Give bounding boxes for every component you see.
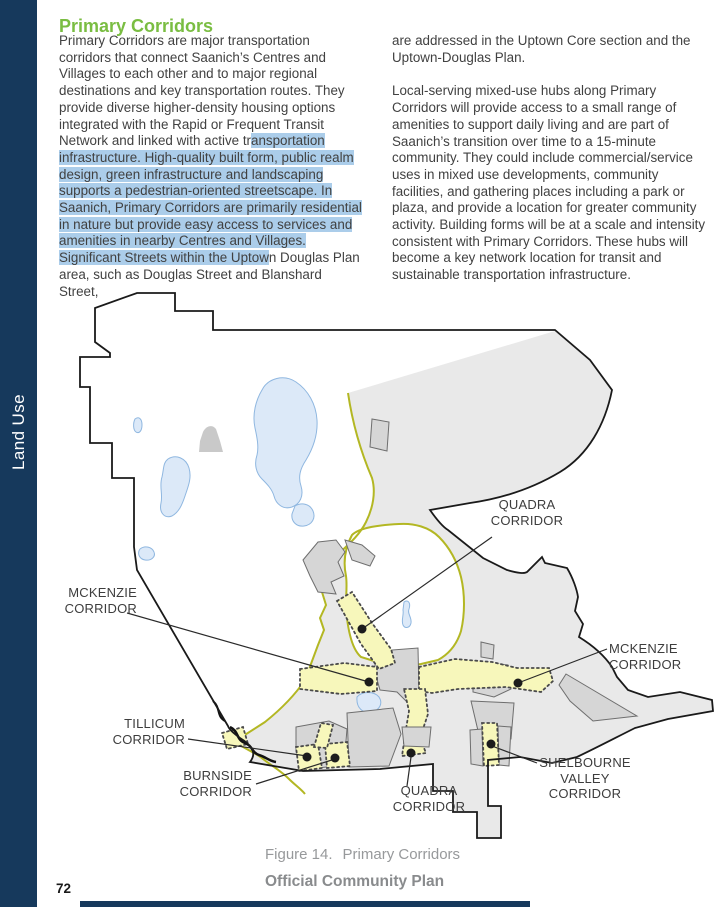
page-number: 72	[56, 881, 72, 896]
right-paragraph-1[interactable]: are addressed in the Uptown Core section and the Uptown-Douglas Plan.	[392, 33, 691, 65]
figure-caption	[265, 846, 460, 863]
centre-polygon-quadra-south	[402, 727, 431, 747]
figure-label: Figure 14.	[265, 846, 333, 863]
corridor-band-mckenzie-west	[300, 663, 377, 694]
bottom-divider-bar	[80, 901, 530, 907]
right-text-column[interactable]	[392, 33, 706, 301]
left-text-column[interactable]	[59, 33, 364, 317]
map-label-shelbourne-valley-corridor: SHELBOURNE VALLEY CORRIDOR	[539, 755, 631, 801]
selected-text[interactable]: ansportation infrastructure. High-quality built form, public realm design, green infrastructure and landscaping supports a pedestrian-oriented streetscape. In Saanich, Primary Corridors are primarily residential in nature but provide easy access to services and amenities in nearby Centres and Villages. Significant Streets within the Uptow	[59, 133, 362, 266]
pond-northwest	[134, 418, 142, 433]
map-label-mckenzie-corridor-east: MCKENZIE CORRIDOR	[609, 641, 682, 672]
chapter-label: Land Use	[9, 394, 28, 470]
map-label-tillicum-corridor: TILLICUM CORRIDOR	[112, 716, 185, 747]
marker-shelbourne	[487, 740, 496, 749]
text-after-selection[interactable]: n Douglas Plan area, such as Douglas Street and Blanshard Street,	[59, 250, 360, 299]
marker-quadra-south	[407, 749, 416, 758]
lake-small-south	[139, 547, 155, 560]
chapter-sidebar	[0, 0, 37, 907]
lake-lobe	[292, 504, 314, 526]
section-heading: Primary Corridors	[59, 16, 214, 37]
map-label-quadra-corridor-north: QUADRA CORRIDOR	[490, 497, 564, 528]
marker-mckenzie-west	[365, 678, 374, 687]
marker-tillicum	[303, 753, 312, 762]
map-label-mckenzie-corridor-west: MCKENZIE CORRIDOR	[64, 585, 137, 616]
marker-mckenzie-east	[514, 679, 523, 688]
figure-title: Primary Corridors	[342, 846, 461, 863]
map-label-quadra-corridor-south: QUADRA CORRIDOR	[392, 783, 466, 814]
document-title: Official Community Plan	[265, 873, 445, 890]
text-before-selection[interactable]: Primary Corridors are major transportation corridors that connect Saanich’s Centres and Villages to each other and to major regional destinations and key transportation routes. They provide diverse higher-density housing options integrated with the Rapid or Frequent Transit Network and linked with active tr	[59, 33, 345, 149]
marker-quadra-north	[358, 625, 367, 634]
left-paragraph	[59, 33, 364, 300]
marker-burnside	[331, 754, 340, 763]
map-label-burnside-corridor: BURNSIDE CORRIDOR	[179, 768, 252, 799]
right-paragraph-2[interactable]: Local-serving mixed-use hubs along Primary Corridors will provide access to a small range of amenities to support daily living and are part of Saanich’s transition over time to a 15-minute community. They could include commercial/service uses in mixed use developments, community facilities, and gathering places including a park or plaza, and provide a location for greater community activity. Building forms will be at a scale and intensity consistent with Primary Corridors. These hubs will become a key network location for transit and sustainable transportation infrastructure.	[392, 83, 706, 283]
